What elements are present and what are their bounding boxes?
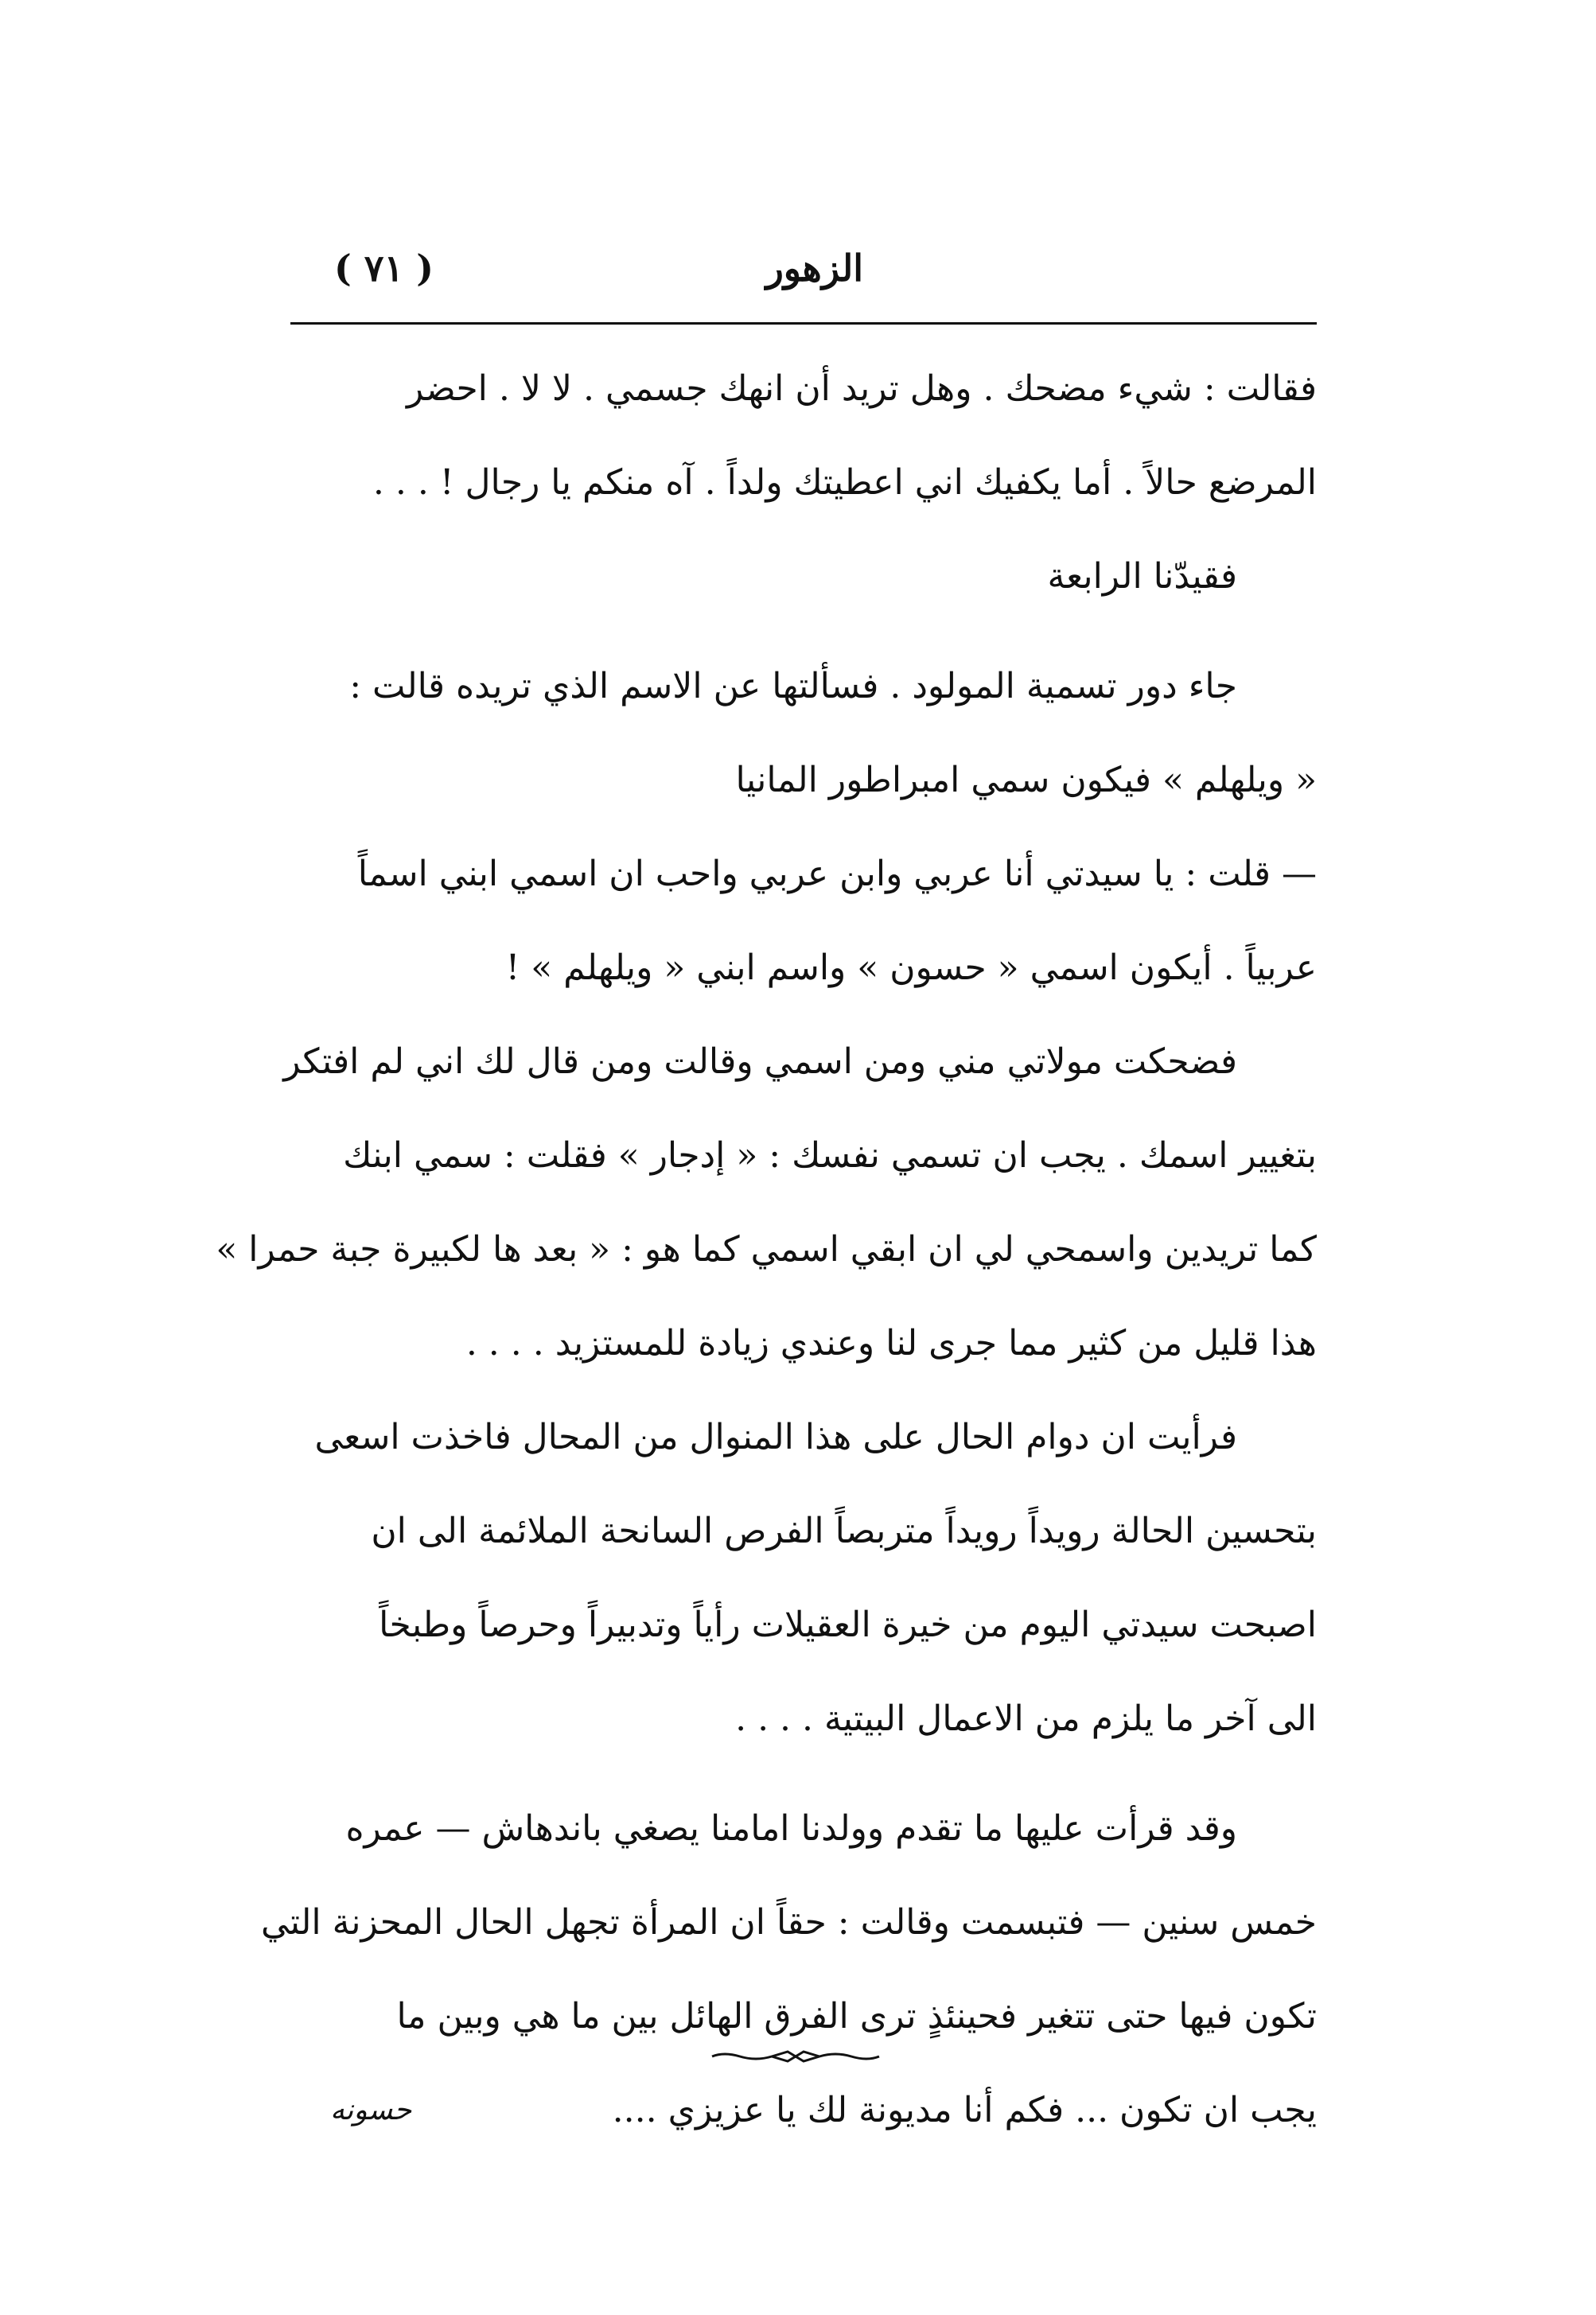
text-line: « ويلهلم » فيكون سمي امبراطور المانيا bbox=[735, 760, 1317, 800]
page-number: ( ٧١ ) bbox=[334, 247, 434, 290]
text-line: خمس سنين — فتبسمت وقالت : حقاً ان المرأة تجهل الحال المحزنة التي bbox=[261, 1902, 1317, 1943]
page-header bbox=[294, 239, 1313, 310]
text-line: بتغيير اسمك . يجب ان تسمي نفسك : « إدجار » فقلت : سمي ابنك bbox=[343, 1135, 1317, 1176]
paragraph-gap bbox=[282, 624, 1317, 640]
text-line: عربياً . أيكون اسمي « حسون » واسم ابني « ويلهلم » ! bbox=[505, 947, 1317, 988]
text-line: فقيدّنا الرابعة bbox=[1047, 556, 1237, 597]
text-line: كما تريدين واسمحي لي ان ابقي اسمي كما هو : « بعد ها لكبيرة جبة حمرا » bbox=[216, 1229, 1317, 1270]
text-line: يجب ان تكون ... فكم أنا مديونة لك يا عزيزي .... bbox=[612, 2090, 1317, 2130]
text-line: تكون فيها حتى تتغير فحينئذٍ ترى الفرق الهائل بين ما هي وبين ما bbox=[396, 1996, 1317, 2037]
text-line: فرأيت ان دوام الحال على هذا المنوال من المحال فاخذت اسعى bbox=[314, 1417, 1237, 1457]
text-line: جاء دور تسمية المولود . فسألتها عن الاسم الذي تريده قالت : bbox=[349, 666, 1237, 706]
paragraph-gap bbox=[282, 1766, 1317, 1782]
text-line: فقالت : شيء مضحك . وهل تريد أن انهك جسمي . لا لا . احضر bbox=[407, 368, 1317, 409]
text-line: — قلت : يا سيدتي أنا عربي وابن عربي واحب ان اسمي ابني اسماً bbox=[357, 854, 1317, 894]
text-line: بتحسين الحالة رويداً رويداً متربصاً الفرص السانحة الملائمة الى ان bbox=[371, 1511, 1317, 1551]
closing-line bbox=[282, 2064, 1317, 2157]
text-line: وقد قرأت عليها ما تقدم وولدنا امامنا يصغي باندهاش — عمره bbox=[345, 1808, 1237, 1849]
end-ornament-icon bbox=[708, 2041, 883, 2072]
header-rule bbox=[290, 322, 1317, 325]
running-title: الزهور bbox=[765, 247, 863, 290]
text-line: هذا قليل من كثير مما جرى لنا وعندي زيادة للمستزيد . . . . bbox=[465, 1323, 1317, 1364]
author-signature: حسونه bbox=[330, 2094, 412, 2126]
text-line: الى آخر ما يلزم من الاعمال البيتية . . . . bbox=[735, 1698, 1317, 1739]
body-text bbox=[216, 342, 1317, 2157]
text-line: فضحكت مولاتي مني ومن اسمي وقالت ومن قال لك اني لم افتكر bbox=[283, 1041, 1237, 1082]
text-line: المرضع حالاً . أما يكفيك اني اعطيتك ولداً . آه منكم يا رجال ! . . . bbox=[372, 462, 1317, 503]
text-line: اصبحت سيدتي اليوم من خيرة العقيلات رأياً وتدبيراً وحرصاً وطبخاً bbox=[379, 1605, 1317, 1645]
